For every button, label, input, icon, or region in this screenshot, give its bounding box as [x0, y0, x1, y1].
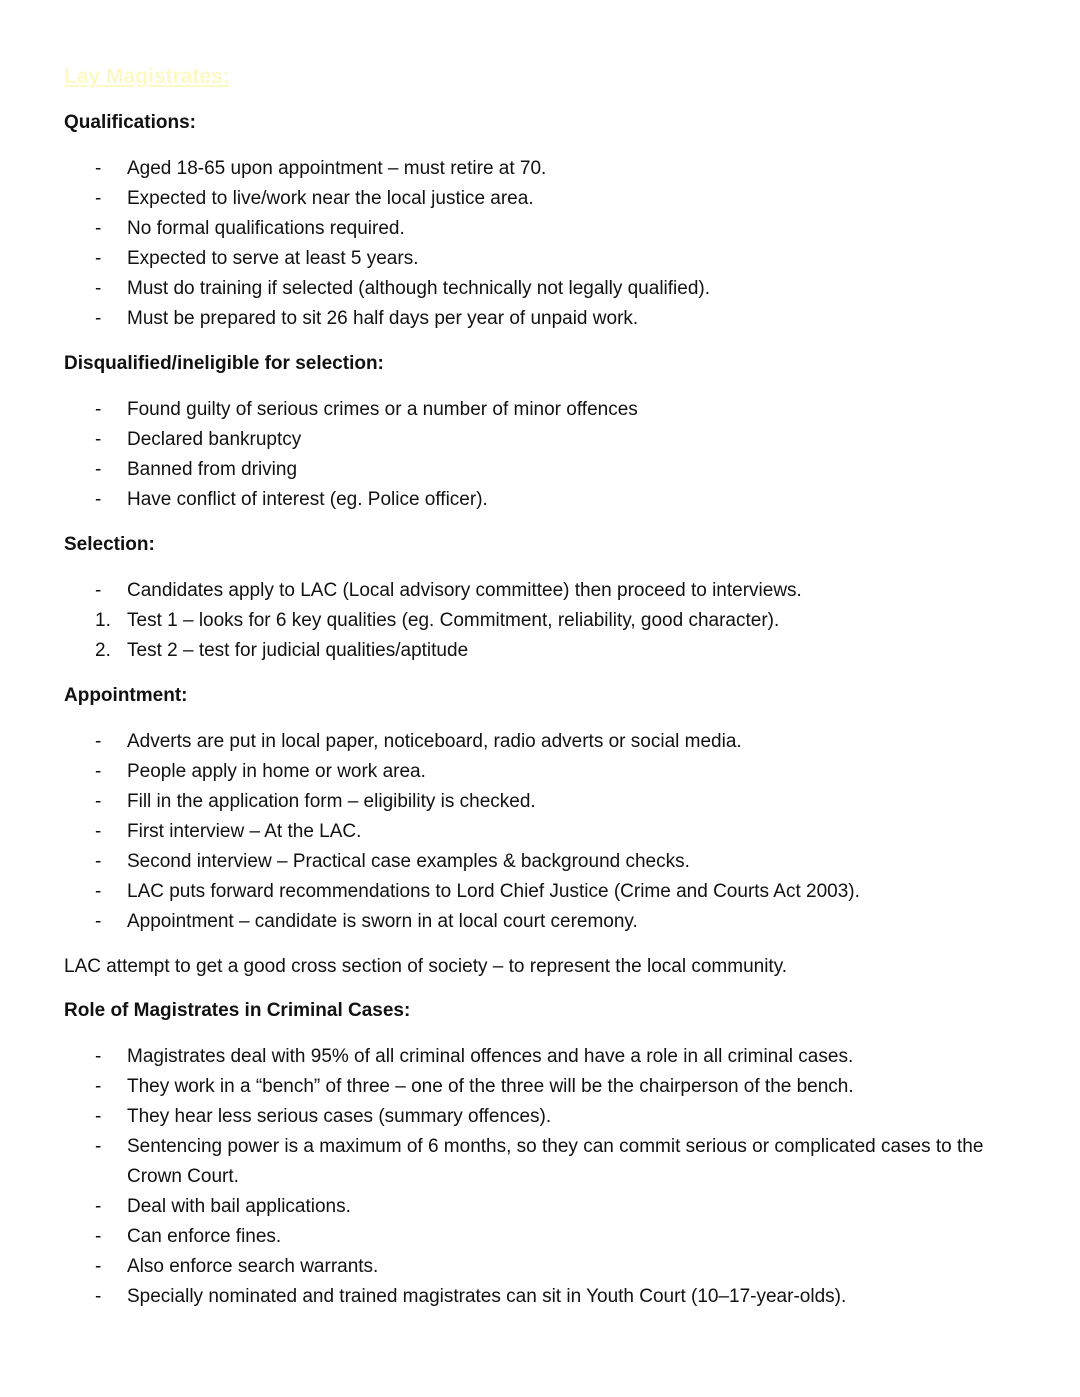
- bullet-marker: -: [95, 248, 102, 269]
- bullet-marker: -: [95, 459, 102, 480]
- list-item: [64, 907, 1024, 937]
- list-item-text: People apply in home or work area.: [127, 761, 426, 782]
- bullet-marker: -: [95, 761, 102, 782]
- bullet-marker: -: [95, 278, 102, 299]
- section-heading-role: Role of Magistrates in Criminal Cases:: [64, 1000, 411, 1021]
- list-item: [64, 787, 1024, 817]
- appointment-note: LAC attempt to get a good cross section of society – to represent the local community.: [64, 956, 788, 977]
- section-heading-disqualified: Disqualified/ineligible for selection:: [64, 353, 384, 374]
- list-item-text: Banned from driving: [127, 459, 298, 480]
- bullet-marker: -: [95, 218, 102, 239]
- section-heading-appointment: Appointment:: [64, 685, 188, 706]
- list-item-text: Also enforce search warrants.: [127, 1256, 379, 1277]
- list-item: [64, 1042, 1024, 1072]
- list-item: [64, 1132, 1024, 1192]
- list-item: [64, 274, 1024, 304]
- bullet-marker: -: [95, 1286, 102, 1307]
- bullet-marker: -: [95, 791, 102, 812]
- bullet-marker: -: [95, 881, 102, 902]
- list-item: [64, 1102, 1024, 1132]
- bullet-marker: -: [95, 1076, 102, 1097]
- list-item: [64, 1282, 1024, 1312]
- list-item: [64, 1222, 1024, 1252]
- list-item-text: Must be prepared to sit 26 half days per year of unpaid work.: [127, 308, 639, 329]
- list-item: [64, 877, 1024, 907]
- qualifications-list: [64, 154, 1024, 334]
- list-item-text: Must do training if selected (although technically not legally qualified).: [127, 278, 710, 299]
- list-item-text: Second interview – Practical case examples & background checks.: [127, 851, 690, 872]
- list-item: [64, 636, 1024, 666]
- selection-list: [64, 576, 1024, 666]
- bullet-marker: -: [95, 1196, 102, 1217]
- list-item-text: Candidates apply to LAC (Local advisory committee) then proceed to interviews.: [127, 580, 802, 601]
- list-item: [64, 1192, 1024, 1222]
- bullet-marker: -: [95, 429, 102, 450]
- section-heading-selection: Selection:: [64, 534, 155, 555]
- role-list: [64, 1042, 1024, 1312]
- bullet-marker: -: [95, 580, 102, 601]
- disqualified-list: [64, 395, 1024, 515]
- list-item-text: They work in a “bench” of three – one of the three will be the chairperson of the bench.: [127, 1076, 854, 1097]
- section-heading-qualifications: Qualifications:: [64, 112, 196, 133]
- bullet-marker: -: [95, 1136, 102, 1157]
- list-item-text: Expected to serve at least 5 years.: [127, 248, 419, 269]
- list-item: [64, 1252, 1024, 1282]
- list-item-text: LAC puts forward recommendations to Lord Chief Justice (Crime and Courts Act 2003).: [127, 881, 860, 902]
- list-item: [64, 214, 1024, 244]
- list-item-text: No formal qualifications required.: [127, 218, 405, 239]
- bullet-marker: -: [95, 1046, 102, 1067]
- bullet-marker: -: [95, 158, 102, 179]
- list-item: [64, 244, 1024, 274]
- list-item-text: Test 2 – test for judicial qualities/aptitude: [127, 640, 469, 661]
- bullet-marker: -: [95, 399, 102, 420]
- appointment-list: [64, 727, 1024, 937]
- list-item-text: Magistrates deal with 95% of all criminal offences and have a role in all criminal cases.: [127, 1046, 854, 1067]
- bullet-marker: -: [95, 308, 102, 329]
- list-item: [64, 817, 1024, 847]
- list-item-text: Test 1 – looks for 6 key qualities (eg. Commitment, reliability, good character).: [127, 610, 780, 631]
- list-item: [64, 606, 1024, 636]
- bullet-marker: -: [95, 188, 102, 209]
- bullet-marker: -: [95, 911, 102, 932]
- list-item-text: First interview – At the LAC.: [127, 821, 362, 842]
- list-item-text: Fill in the application form – eligibility is checked.: [127, 791, 536, 812]
- list-item-text: Specially nominated and trained magistrates can sit in Youth Court (10–17-year-olds).: [127, 1286, 847, 1307]
- list-item-text: They hear less serious cases (summary offences).: [127, 1106, 552, 1127]
- list-item-text: Expected to live/work near the local justice area.: [127, 188, 534, 209]
- list-item: [64, 184, 1024, 214]
- list-item: [64, 425, 1024, 455]
- list-item-text: Adverts are put in local paper, noticeboard, radio adverts or social media.: [127, 731, 742, 752]
- bullet-marker: -: [95, 821, 102, 842]
- list-item: [64, 304, 1024, 334]
- list-item-text: Aged 18-65 upon appointment – must retire at 70.: [127, 158, 547, 179]
- list-item: [64, 395, 1024, 425]
- bullet-marker: -: [95, 731, 102, 752]
- document-page: [64, 62, 1024, 1329]
- bullet-marker: -: [95, 1106, 102, 1127]
- number-marker: 1.: [95, 610, 111, 631]
- bullet-marker: -: [95, 851, 102, 872]
- bullet-marker: -: [95, 489, 102, 510]
- list-item-text: Have conflict of interest (eg. Police officer).: [127, 489, 488, 510]
- list-item-text: Can enforce fines.: [127, 1226, 282, 1247]
- list-item-text: Appointment – candidate is sworn in at local court ceremony.: [127, 911, 638, 932]
- page-title: Lay Magistrates:: [64, 65, 230, 88]
- list-item: [64, 576, 1024, 606]
- number-marker: 2.: [95, 640, 111, 661]
- list-item-text: Sentencing power is a maximum of 6 months, so they can commit serious or complicated cases to the Crown Court.: [127, 1136, 984, 1187]
- list-item: [64, 455, 1024, 485]
- list-item: [64, 154, 1024, 184]
- list-item: [64, 485, 1024, 515]
- list-item-text: Deal with bail applications.: [127, 1196, 351, 1217]
- list-item: [64, 847, 1024, 877]
- bullet-marker: -: [95, 1256, 102, 1277]
- list-item-text: Found guilty of serious crimes or a number of minor offences: [127, 399, 638, 420]
- list-item: [64, 757, 1024, 787]
- list-item: [64, 1072, 1024, 1102]
- list-item: [64, 727, 1024, 757]
- bullet-marker: -: [95, 1226, 102, 1247]
- list-item-text: Declared bankruptcy: [127, 429, 302, 450]
